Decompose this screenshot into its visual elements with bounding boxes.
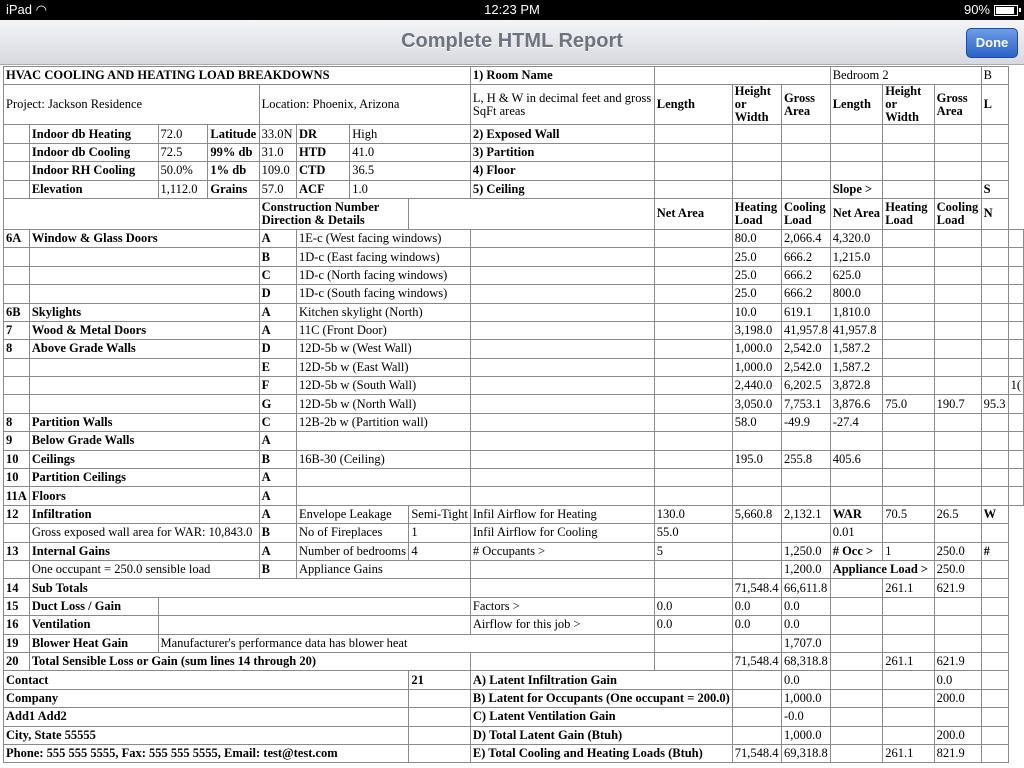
room-net-area-value — [883, 432, 934, 450]
table-row — [4, 321, 1024, 339]
latent-cooling-value: 1,000.0 — [781, 726, 830, 744]
net-area-value: 25.0 — [732, 266, 781, 284]
component-label: Partition Walls — [29, 413, 259, 431]
room-cooling-value — [981, 432, 1008, 450]
table-row — [4, 413, 1024, 431]
direction-code: B — [259, 450, 296, 468]
component-label — [29, 395, 259, 413]
room-latent-heating-value — [883, 726, 934, 744]
internal-gains-label: Internal Gains — [29, 542, 259, 560]
room-latent-cooling-value — [934, 708, 981, 726]
direction-code: A — [259, 229, 296, 247]
col-height-width: Height or Width — [732, 85, 781, 125]
line-number: 6B — [4, 303, 30, 321]
heating-load-value: 666.2 — [781, 266, 830, 284]
step-label: 5) Ceiling — [470, 180, 654, 198]
table-row — [4, 303, 1024, 321]
heating-load-value: 666.2 — [781, 285, 830, 303]
room-cooling-value — [981, 248, 1008, 266]
construction-header: Construction Number Direction & Details — [259, 198, 409, 229]
blower-label: Blower Heat Gain — [29, 634, 158, 652]
status-bar — [0, 0, 1024, 20]
room-heating-value — [934, 469, 981, 487]
latent-heating-value — [732, 708, 781, 726]
line-number: 7 — [4, 321, 30, 339]
col-length: Length — [654, 85, 732, 125]
room-cooling-value — [981, 303, 1008, 321]
line-number — [4, 395, 30, 413]
load-breakdown-table: HVAC COOLING AND HEATING LOAD BREAKDOWNS 1) Room Name Bedroom 2 B Project: Jackson Residence Location: Phoenix, Arizona L, H & W in decimal feet and gross SqFt areas Length Height or Width Gross Area Length Height or Width Gross Area L Indoor db Heating 72.0 Latitude 33.0N DR High 2) Exposed Wall Indoor db Cooling 72.5 99% db 31.0 HTD 41.0 3) Partition Indoor RH Cooling 50.0% 1% db 109.0 CTD 36.5 4) Floor Elevation 1,112.0 Grains 57.0 ACF 1.0 5) Ceiling Slope > S Construction Number Direction & Details Net Area Heating Load Cooling Load Net Area Heating Load Cooling Load N 6A Window & Glass Doors A 1E-c (West facing windows) 80.0 2,066.4 4,320.0 B 1D-c (East facing windows) 25.0 666.2 1,215.0 C 1D-c (North facing windows) 25.0 666.2 625.0 D 1D-c (South facing windows) 25.0 666.2 800.0 6B Skylights A Kitchen skylight (North) 10.0 619.1 1,810.0 7 Wood & Metal Doors A 11C (Front Door) 3,198.0 41,957.8 41,957.8 8 Above Grade Walls D 12D-5b w (West Wall) 1,000.0 2,542.0 1,587.2 E 12D-5b w (East Wall) 1,000.0 2,542.0 1,587.2 F 12D-5b w (South Wall) 2,440.0 6,202.5 3,872.8 1( G 12D-5b w (North Wall) 3,050.0 7,753.1 3,876.6 75.0 190.7 95.3 8 Partition Walls C 12B-2b w (Partition wall) 58.0 -49.9 -27.4 9 Below Grade Walls A 10 Ceilings B 16B-30 (Ceiling) 195.0 255.8 405.6 10 Partition Ceilings A 11A Floors A 12 Infiltration A Envelope Leakage Semi-Tight Infil Airflow for Heating 130.0 5,660.8 2,132.1 WAR 70.5 26.5 W Gross exposed wall area for WAR: 10,843.0 B No of Fireplaces 1 Infil Airflow for Cooling 55.0 0.01 13 Internal Gains A Number of bedrooms 4 # Occupants > 5 1,250.0 # Occ > 1 250.0 # One occupant = 250.0 sensible load B Appliance Gains 1,200.0 Appliance Load > 250.0 14 Sub Totals 71,548.4 66,611.8 261.1 621.9 15 Duct Loss / Gain Factors > 0.0 0.0 0.0 16 Ventilation Airflow for this job > 0.0 0.0 0.0 19 Blower Heat Gain Manufacturer's performance data has blower heat 1,707.0 20 Total Sensible Loss or Gain (sum lines 14 through 20) 71,548.4 68,318.8 261.1 621.9 Contact 21 A) Latent Infiltration Gain 0.0 0.0 Company B) Latent for Occupants (One occupant = 200.0) 1,000.0 200.0 Add1 Add2 C) Latent Ventilation Gain -0.0 City, State 55555 D) Total Latent Gain (Btuh) 1,000.0 200.0 Phone: 555 555 5555, Fax: 555 555 5555, Email: test@test.com E) Total Cooling and Heating Loads (Btuh) 71,548.4 69,318.8 261.1 821.9 — [3, 66, 1024, 763]
net-area-value: 195.0 — [732, 450, 781, 468]
room-latent-heating-value — [883, 671, 934, 689]
project-location: Location: Phoenix, Arizona — [259, 85, 470, 125]
col-gross-area-2: Gross Area — [934, 85, 981, 125]
room-net-area-value — [883, 229, 934, 247]
component-label — [29, 377, 259, 395]
design-label: Indoor RH Cooling — [29, 162, 158, 180]
room-net-area-value — [883, 266, 934, 284]
line-number — [4, 377, 30, 395]
project-name: Project: Jackson Residence — [4, 85, 260, 125]
room-heating-value — [934, 377, 981, 395]
component-label: Skylights — [29, 303, 259, 321]
table-row — [4, 248, 1024, 266]
component-label — [29, 266, 259, 284]
room-heating-value — [934, 450, 981, 468]
room-heating-value — [934, 229, 981, 247]
construction-detail — [297, 432, 471, 450]
table-row — [4, 266, 1024, 284]
cooling-load-value: 4,320.0 — [830, 229, 883, 247]
latent-heating-value — [732, 726, 781, 744]
room-heating-value — [934, 321, 981, 339]
component-label: Window & Glass Doors — [29, 229, 259, 247]
footer-rows — [4, 671, 1024, 763]
component-label: Partition Ceilings — [29, 469, 259, 487]
heating-load-value: 2,542.0 — [781, 340, 830, 358]
cooling-load-value — [830, 487, 883, 505]
room-latent-heating-value: 261.1 — [883, 744, 934, 762]
construction-detail: 12D-5b w (North Wall) — [297, 395, 471, 413]
latent-row — [4, 744, 1024, 762]
room-heating-value — [934, 487, 981, 505]
room-cooling-value — [981, 487, 1008, 505]
direction-code: A — [259, 303, 296, 321]
col-length-2: Length — [830, 85, 883, 125]
line-number — [4, 248, 30, 266]
latent-label: E) Total Cooling and Heating Loads (Btuh) — [470, 744, 732, 762]
cooling-load-value: 3,876.6 — [830, 395, 883, 413]
direction-code: F — [259, 377, 296, 395]
cooling-load-value: 1,587.2 — [830, 340, 883, 358]
component-label: Below Grade Walls — [29, 432, 259, 450]
component-label — [29, 248, 259, 266]
design-value: 72.0 — [158, 125, 208, 143]
navigation-bar — [0, 20, 1024, 65]
construction-detail: 1D-c (North facing windows) — [297, 266, 471, 284]
line-number — [4, 285, 30, 303]
room-net-area-value — [883, 285, 934, 303]
design-value: 33.0N — [259, 125, 296, 143]
heating-load-value: 2,066.4 — [781, 229, 830, 247]
cooling-load-value: 405.6 — [830, 450, 883, 468]
cooling-load-value — [830, 432, 883, 450]
design-label: Grains — [208, 180, 259, 198]
col-cooling-load-2: Cooling Load — [934, 198, 981, 229]
design-label: 99% db — [208, 143, 259, 161]
net-area-value — [732, 487, 781, 505]
latent-label: C) Latent Ventilation Gain — [470, 708, 732, 726]
latent-cooling-value: 1,000.0 — [781, 689, 830, 707]
direction-code: E — [259, 358, 296, 376]
component-label: Ceilings — [29, 450, 259, 468]
latent-label: A) Latent Infiltration Gain — [470, 671, 732, 689]
table-row — [4, 285, 1024, 303]
room-net-area-value — [883, 450, 934, 468]
room-heating-value: 190.7 — [934, 395, 981, 413]
design-value: 36.5 — [350, 162, 471, 180]
cooling-load-value: 625.0 — [830, 266, 883, 284]
design-value: High — [350, 125, 471, 143]
latent-row — [4, 671, 1024, 689]
room-latent-cooling-value: 200.0 — [934, 726, 981, 744]
room-latent-heating-value — [883, 689, 934, 707]
col-net-area-2: Net Area — [830, 198, 883, 229]
latent-row — [4, 708, 1024, 726]
line-number: 8 — [4, 413, 30, 431]
construction-detail: 1E-c (West facing windows) — [297, 229, 471, 247]
table-row — [4, 450, 1024, 468]
cooling-load-value: 1,215.0 — [830, 248, 883, 266]
net-area-value: 10.0 — [732, 303, 781, 321]
room-latent-cooling-value: 0.0 — [934, 671, 981, 689]
direction-code: A — [259, 487, 296, 505]
room-cooling-value — [981, 229, 1008, 247]
done-button[interactable]: Done — [966, 28, 1018, 58]
cooling-load-value: 1,810.0 — [830, 303, 883, 321]
cooling-load-value: 3,872.8 — [830, 377, 883, 395]
design-label: HTD — [297, 143, 350, 161]
room-net-area-value — [883, 248, 934, 266]
step-label: 3) Partition — [470, 143, 654, 161]
room-cooling-value — [981, 377, 1008, 395]
wifi-icon: ◠ — [35, 2, 47, 17]
room-heating-value — [934, 266, 981, 284]
design-label: Indoor db Cooling — [29, 143, 158, 161]
room-net-area-value — [883, 469, 934, 487]
heating-load-value — [781, 432, 830, 450]
design-label: Latitude — [208, 125, 259, 143]
direction-code: G — [259, 395, 296, 413]
component-label: Above Grade Walls — [29, 340, 259, 358]
component-label — [29, 285, 259, 303]
design-label: CTD — [297, 162, 350, 180]
clock: 12:23 PM — [484, 2, 540, 17]
latent-cooling-value: 69,318.8 — [781, 744, 830, 762]
room-heating-value — [934, 358, 981, 376]
net-area-value: 58.0 — [732, 413, 781, 431]
contact-line: Company — [4, 689, 409, 707]
design-value: 1,112.0 — [158, 180, 208, 198]
dimensions-note: L, H & W in decimal feet and gross SqFt areas — [470, 85, 654, 125]
contact-line: Add1 Add2 — [4, 708, 409, 726]
heating-load-value — [781, 487, 830, 505]
sub-totals-label: Sub Totals — [29, 579, 470, 597]
room-cooling-value — [981, 266, 1008, 284]
heating-load-value: 2,542.0 — [781, 358, 830, 376]
design-label: DR — [297, 125, 350, 143]
total-sensible-label: Total Sensible Loss or Gain (sum lines 14 through 20) — [29, 652, 470, 670]
construction-detail: 11C (Front Door) — [297, 321, 471, 339]
net-area-value: 2,440.0 — [732, 377, 781, 395]
latent-row — [4, 689, 1024, 707]
latent-cooling-value: 0.0 — [781, 671, 830, 689]
latent-heating-value — [732, 671, 781, 689]
construction-detail: 1D-c (South facing windows) — [297, 285, 471, 303]
design-value: 1.0 — [350, 180, 471, 198]
component-label — [29, 358, 259, 376]
net-area-value: 3,198.0 — [732, 321, 781, 339]
direction-code: B — [259, 248, 296, 266]
table-row — [4, 358, 1024, 376]
direction-code: C — [259, 266, 296, 284]
design-value: 57.0 — [259, 180, 296, 198]
room-net-area-value — [883, 303, 934, 321]
net-area-value: 80.0 — [732, 229, 781, 247]
contact-line: Phone: 555 555 5555, Fax: 555 555 5555, Email: test@test.com — [4, 744, 409, 762]
cooling-load-value: 800.0 — [830, 285, 883, 303]
direction-code: A — [259, 321, 296, 339]
construction-detail — [297, 487, 471, 505]
report-view[interactable] — [3, 66, 1024, 763]
room-net-area-value — [883, 340, 934, 358]
nav-title: Complete HTML Report — [401, 30, 623, 52]
table-row — [4, 340, 1024, 358]
net-area-value — [732, 432, 781, 450]
room-heating-value — [934, 340, 981, 358]
table-row — [4, 432, 1024, 450]
room-net-area-value — [883, 413, 934, 431]
construction-detail: Kitchen skylight (North) — [297, 303, 471, 321]
room-cooling-value — [981, 450, 1008, 468]
room-cooling-value — [981, 321, 1008, 339]
step-label: 4) Floor — [470, 162, 654, 180]
line-number: 9 — [4, 432, 30, 450]
col-net-area: Net Area — [654, 198, 732, 229]
table-row — [4, 487, 1024, 505]
cooling-load-value: -27.4 — [830, 413, 883, 431]
device-label: iPad ◠ — [6, 2, 47, 17]
cooling-load-value: 1,587.2 — [830, 358, 883, 376]
construction-detail: 12D-5b w (East Wall) — [297, 358, 471, 376]
heating-load-value: 6,202.5 — [781, 377, 830, 395]
construction-detail: 1D-c (East facing windows) — [297, 248, 471, 266]
room-cooling-value — [981, 285, 1008, 303]
net-area-value — [732, 469, 781, 487]
line-number — [4, 358, 30, 376]
cooling-load-value: 41,957.8 — [830, 321, 883, 339]
direction-code: D — [259, 340, 296, 358]
component-label: Wood & Metal Doors — [29, 321, 259, 339]
room-cooling-value — [981, 358, 1008, 376]
heating-load-value: 41,957.8 — [781, 321, 830, 339]
latent-label: B) Latent for Occupants (One occupant = 200.0) — [470, 689, 732, 707]
component-rows — [4, 229, 1024, 505]
construction-detail: 12D-5b w (South Wall) — [297, 377, 471, 395]
heating-load-value — [781, 469, 830, 487]
table-row — [4, 229, 1024, 247]
battery-icon — [994, 5, 1018, 16]
direction-code: A — [259, 432, 296, 450]
room-name-label: 1) Room Name — [470, 67, 654, 85]
design-value: 31.0 — [259, 143, 296, 161]
col-gross-area: Gross Area — [781, 85, 830, 125]
table-row: F 12D-5b w (South Wall) 2,440.0 6,202.5 3,872.8 1( — [4, 377, 1024, 395]
design-value: 50.0% — [158, 162, 208, 180]
design-label: Indoor db Heating — [29, 125, 158, 143]
net-area-value: 3,050.0 — [732, 395, 781, 413]
room-net-area-value — [883, 358, 934, 376]
construction-detail: 12D-5b w (West Wall) — [297, 340, 471, 358]
design-label: 1% db — [208, 162, 259, 180]
col-heating-load: Heating Load — [732, 198, 781, 229]
latent-label: D) Total Latent Gain (Btuh) — [470, 726, 732, 744]
contact-line: Contact — [4, 671, 409, 689]
room-cooling-value — [981, 413, 1008, 431]
ventilation-label: Ventilation — [29, 616, 158, 634]
room-latent-heating-value — [883, 708, 934, 726]
table-row — [4, 395, 1024, 413]
latent-heating-value — [732, 689, 781, 707]
direction-code: D — [259, 285, 296, 303]
design-value: 109.0 — [259, 162, 296, 180]
room-net-area-value: 75.0 — [883, 395, 934, 413]
line-number: 21 — [409, 671, 471, 689]
design-label: Elevation — [29, 180, 158, 198]
room-latent-cooling-value: 200.0 — [934, 689, 981, 707]
construction-detail: 12B-2b w (Partition wall) — [297, 413, 471, 431]
construction-detail — [297, 469, 471, 487]
room-net-area-value — [883, 487, 934, 505]
net-area-value: 1,000.0 — [732, 358, 781, 376]
room-net-area-value — [883, 377, 934, 395]
net-area-value: 1,000.0 — [732, 340, 781, 358]
heating-load-value: 619.1 — [781, 303, 830, 321]
infiltration-label: Infiltration — [29, 505, 259, 523]
slope-label: Slope > — [830, 180, 883, 198]
line-number: 11A — [4, 487, 30, 505]
room-heating-value — [934, 413, 981, 431]
room-heating-value — [934, 248, 981, 266]
heating-load-value: -49.9 — [781, 413, 830, 431]
col-height-width-2: Height or Width — [883, 85, 934, 125]
design-label: ACF — [297, 180, 350, 198]
room-heating-value — [934, 432, 981, 450]
room-latent-cooling-value: 821.9 — [934, 744, 981, 762]
room-cooling-value — [981, 340, 1008, 358]
step-label: 2) Exposed Wall — [470, 125, 654, 143]
heating-load-value: 255.8 — [781, 450, 830, 468]
room-cooling-value: 95.3 — [981, 395, 1008, 413]
net-area-value: 25.0 — [732, 248, 781, 266]
contact-line: City, State 55555 — [4, 726, 409, 744]
room-heating-value — [934, 303, 981, 321]
construction-detail: 16B-30 (Ceiling) — [297, 450, 471, 468]
room-name: Bedroom 2 — [830, 67, 981, 85]
line-number: 8 — [4, 340, 30, 358]
latent-row — [4, 726, 1024, 744]
design-value: 72.5 — [158, 143, 208, 161]
col-heating-load-2: Heating Load — [883, 198, 934, 229]
line-number: 6A — [4, 229, 30, 247]
cooling-load-value — [830, 469, 883, 487]
design-value: 41.0 — [350, 143, 471, 161]
latent-heating-value: 71,548.4 — [732, 744, 781, 762]
heating-load-value: 7,753.1 — [781, 395, 830, 413]
direction-code: A — [259, 469, 296, 487]
report-title: HVAC COOLING AND HEATING LOAD BREAKDOWNS — [4, 67, 471, 85]
line-number: 10 — [4, 450, 30, 468]
duct-label: Duct Loss / Gain — [29, 597, 158, 615]
table-row — [4, 469, 1024, 487]
room-cooling-value — [981, 469, 1008, 487]
latent-cooling-value: -0.0 — [781, 708, 830, 726]
component-label: Floors — [29, 487, 259, 505]
heating-load-value: 666.2 — [781, 248, 830, 266]
battery-status: 90% — [964, 2, 1018, 17]
direction-code: C — [259, 413, 296, 431]
line-number: 10 — [4, 469, 30, 487]
room-heating-value — [934, 285, 981, 303]
col-cooling-load: Cooling Load — [781, 198, 830, 229]
net-area-value: 25.0 — [732, 285, 781, 303]
room-net-area-value — [883, 321, 934, 339]
line-number — [4, 266, 30, 284]
